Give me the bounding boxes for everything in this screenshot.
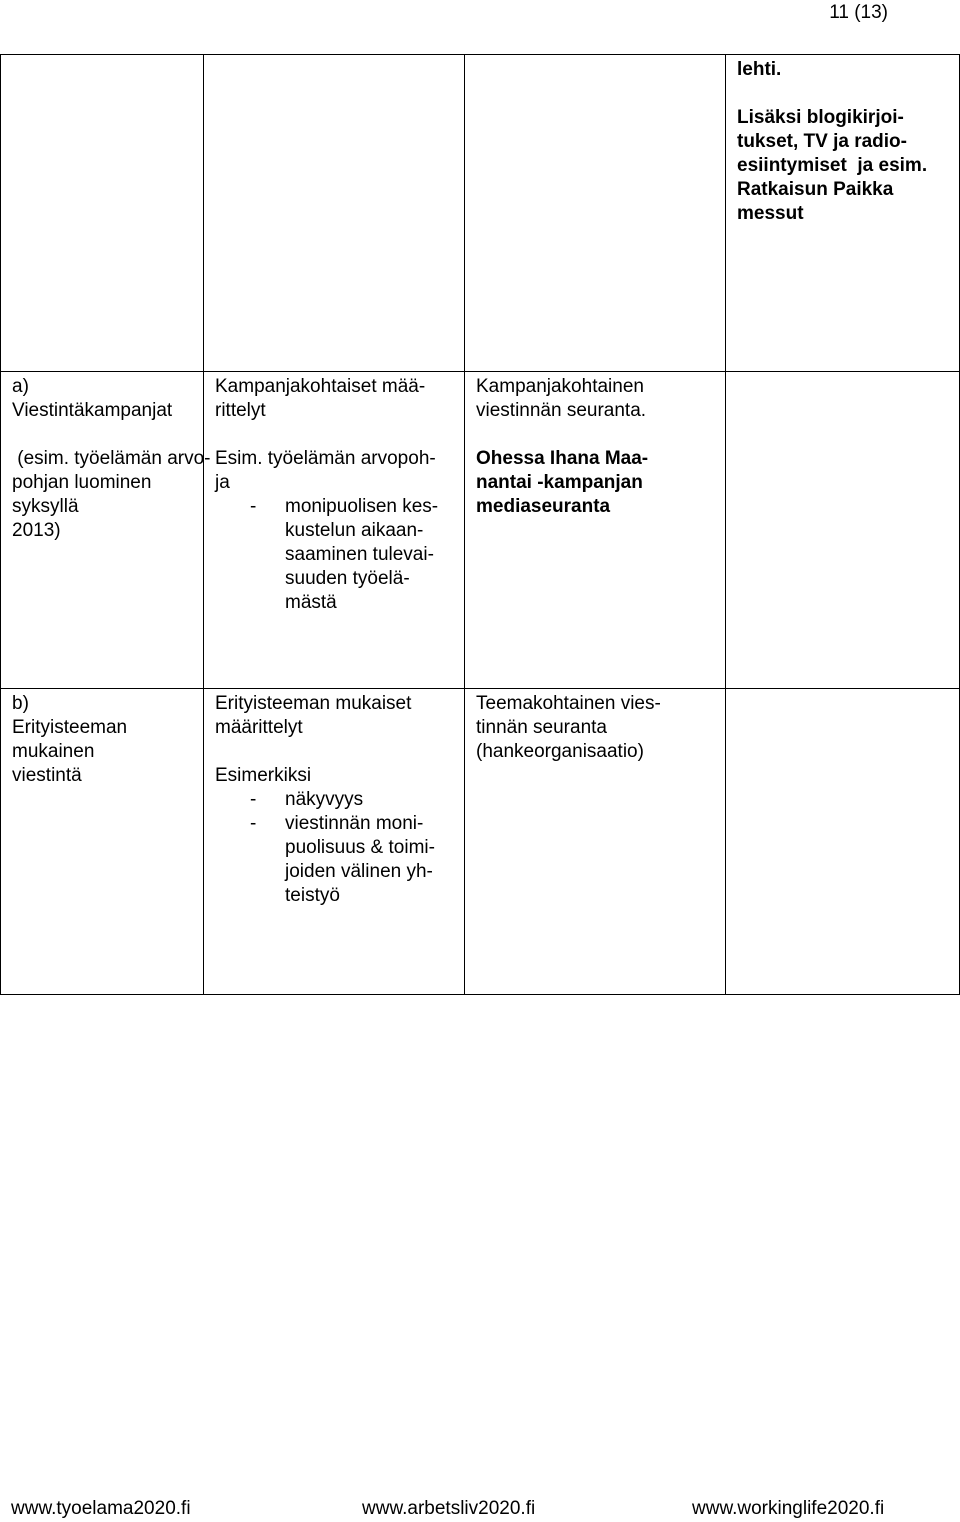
list-item: - monipuolisen kes- kustelun aikaan- saaminen tulevai- suuden työelä- mästä <box>215 495 454 615</box>
table-cell: Kampanjakohtaiset mää- rittelyt Esim. työelämän arvopoh- ja - monipuolisen kes- kustelun aikaan- saaminen tulevai- suuden työelä- mästä <box>204 372 465 689</box>
list-item: - näkyvyys <box>215 788 454 812</box>
table-cell: Teemakohtainen vies- tinnän seuranta (hankeorganisaatio) <box>465 689 726 995</box>
table-cell <box>726 55 960 372</box>
dash-list <box>215 495 454 615</box>
table-cell <box>726 372 960 689</box>
table-cell: a) Viestintäkampanjat (esim. työelämän arvo- pohjan luominen syksyllä 2013) <box>1 372 204 689</box>
table-cell <box>465 55 726 372</box>
table-cell: Erityisteeman mukaiset määrittelyt Esimerkiksi - näkyvyys - viestinnän moni- puolisuus & toimi- joiden välinen yh- teistyö <box>204 689 465 995</box>
page-number: 11 (13) <box>829 2 888 23</box>
page-footer <box>0 1497 960 1521</box>
table-row <box>1 372 960 689</box>
footer-link-tyoelama[interactable]: www.tyoelama2020.fi <box>11 1498 191 1519</box>
table-cell <box>204 55 465 372</box>
table-row <box>1 689 960 995</box>
table-cell <box>726 689 960 995</box>
table-cell: Kampanjakohtainen viestinnän seuranta. Ohessa Ihana Maa- nantai -kampanjan mediaseuranta <box>465 372 726 689</box>
table-row <box>1 55 960 372</box>
footer-link-arbetsliv[interactable]: www.arbetsliv2020.fi <box>362 1498 536 1519</box>
cell-text: lehti. Lisäksi blogikirjoi- tukset, TV ja radio- esiintymiset ja esim. Ratkaisun Paikka messut <box>737 59 928 224</box>
table-cell: b) Erityisteeman mukainen viestintä <box>1 689 204 995</box>
dash-list <box>215 788 454 908</box>
footer-link-workinglife[interactable]: www.workinglife2020.fi <box>692 1498 885 1519</box>
table-cell <box>1 55 204 372</box>
list-item: - viestinnän moni- puolisuus & toimi- joiden välinen yh- teistyö <box>215 812 454 908</box>
plan-table <box>0 54 960 995</box>
